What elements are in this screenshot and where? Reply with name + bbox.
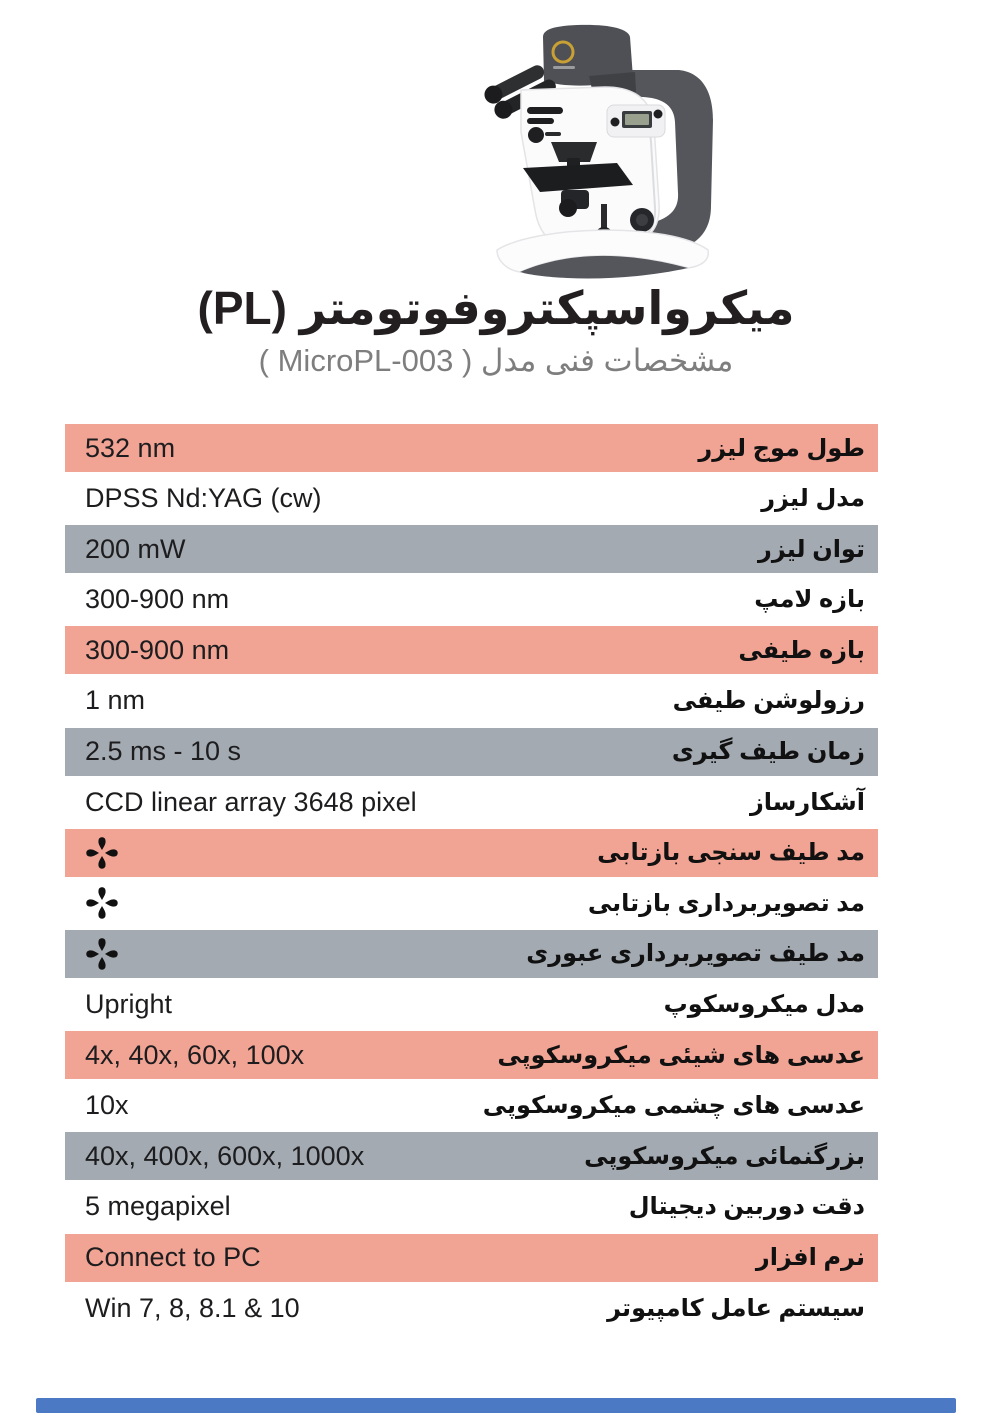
spec-value: 300-900 nm [85, 584, 230, 615]
bottom-accent-bar [36, 1398, 956, 1413]
spec-row [65, 981, 878, 1029]
spec-value: 200 mW [85, 533, 186, 564]
spec-label: مد تصویربرداری بازتابی [587, 889, 865, 917]
spec-row [65, 829, 878, 877]
spec-value: 1 nm [85, 685, 146, 716]
spec-value: 532 nm [85, 432, 176, 463]
spec-value: Connect to PC [85, 1242, 261, 1272]
spec-row [65, 677, 878, 725]
spec-row [65, 1082, 878, 1130]
spec-row [65, 1031, 878, 1079]
spec-label: بزرگنمائی میکروسکوپی [584, 1142, 865, 1170]
spec-label: مد طیف سنجی بازتابی [597, 839, 865, 867]
spec-row [65, 930, 878, 978]
spec-value: 10x [85, 1090, 129, 1121]
spec-row [65, 778, 878, 826]
spec-row [65, 728, 878, 776]
microscope-image [455, 10, 760, 280]
spec-row [65, 1234, 878, 1282]
microscope-illustration [455, 10, 760, 280]
spec-value: CCD linear array 3648 pixel [85, 786, 417, 817]
spec-label: زمان طیف گیری [671, 738, 865, 766]
spec-label: مدل لیزر [761, 485, 865, 513]
spec-row [65, 475, 878, 523]
spec-value: 5 megapixel [85, 1191, 231, 1222]
spec-label: سیستم عامل کامپیوتر [607, 1294, 865, 1322]
spec-value: 40x, 400x, 600x, 1000x [85, 1140, 365, 1171]
check-asterisk-icon [85, 937, 119, 971]
spec-table [65, 424, 878, 1335]
spec-row [65, 1132, 878, 1180]
spec-row [65, 576, 878, 624]
spec-label: دقت دوربین دیجیتال [628, 1193, 865, 1221]
check-asterisk-icon [85, 836, 119, 870]
spec-label: طول موج لیزر [698, 434, 865, 462]
spec-label: رزولوشن طیفی [672, 687, 865, 715]
spec-label: عدسی های چشمی میکروسکوپی [482, 1092, 865, 1120]
spec-row [65, 1183, 878, 1231]
spec-label: بازه لامپ [754, 586, 865, 614]
spec-value: Win 7, 8, 8.1 & 10 [85, 1292, 300, 1323]
page-title: میکرواسپکتروفوتومتر (PL) [197, 282, 795, 334]
spec-label: عدسی های شیئی میکروسکوپی [497, 1041, 865, 1069]
spec-value: Upright [85, 989, 173, 1020]
spec-value: DPSS Nd:YAG (cw) [85, 483, 322, 514]
spec-row [65, 626, 878, 674]
spec-label: مدل میکروسکوپ [663, 991, 865, 1019]
spec-row [65, 1284, 878, 1332]
spec-value: 2.5 ms - 10 s [85, 736, 242, 767]
spec-label: توان لیزر [758, 535, 865, 563]
spec-row [65, 525, 878, 573]
spec-value: 4x, 40x, 60x, 100x [85, 1039, 305, 1070]
spec-row [65, 424, 878, 472]
spec-label: مد طیف تصویربرداری عبوری [526, 940, 865, 968]
spec-row [65, 879, 878, 927]
check-asterisk-icon [85, 886, 119, 920]
spec-label: بازه طیفی [738, 636, 865, 664]
spec-value: 300-900 nm [85, 634, 230, 665]
spec-label: آشکارساز [749, 788, 865, 816]
page-subtitle: مشخصات فنی مدل ( MicroPL-003 ) [258, 343, 734, 378]
spec-label: نرم افزار [755, 1244, 865, 1271]
